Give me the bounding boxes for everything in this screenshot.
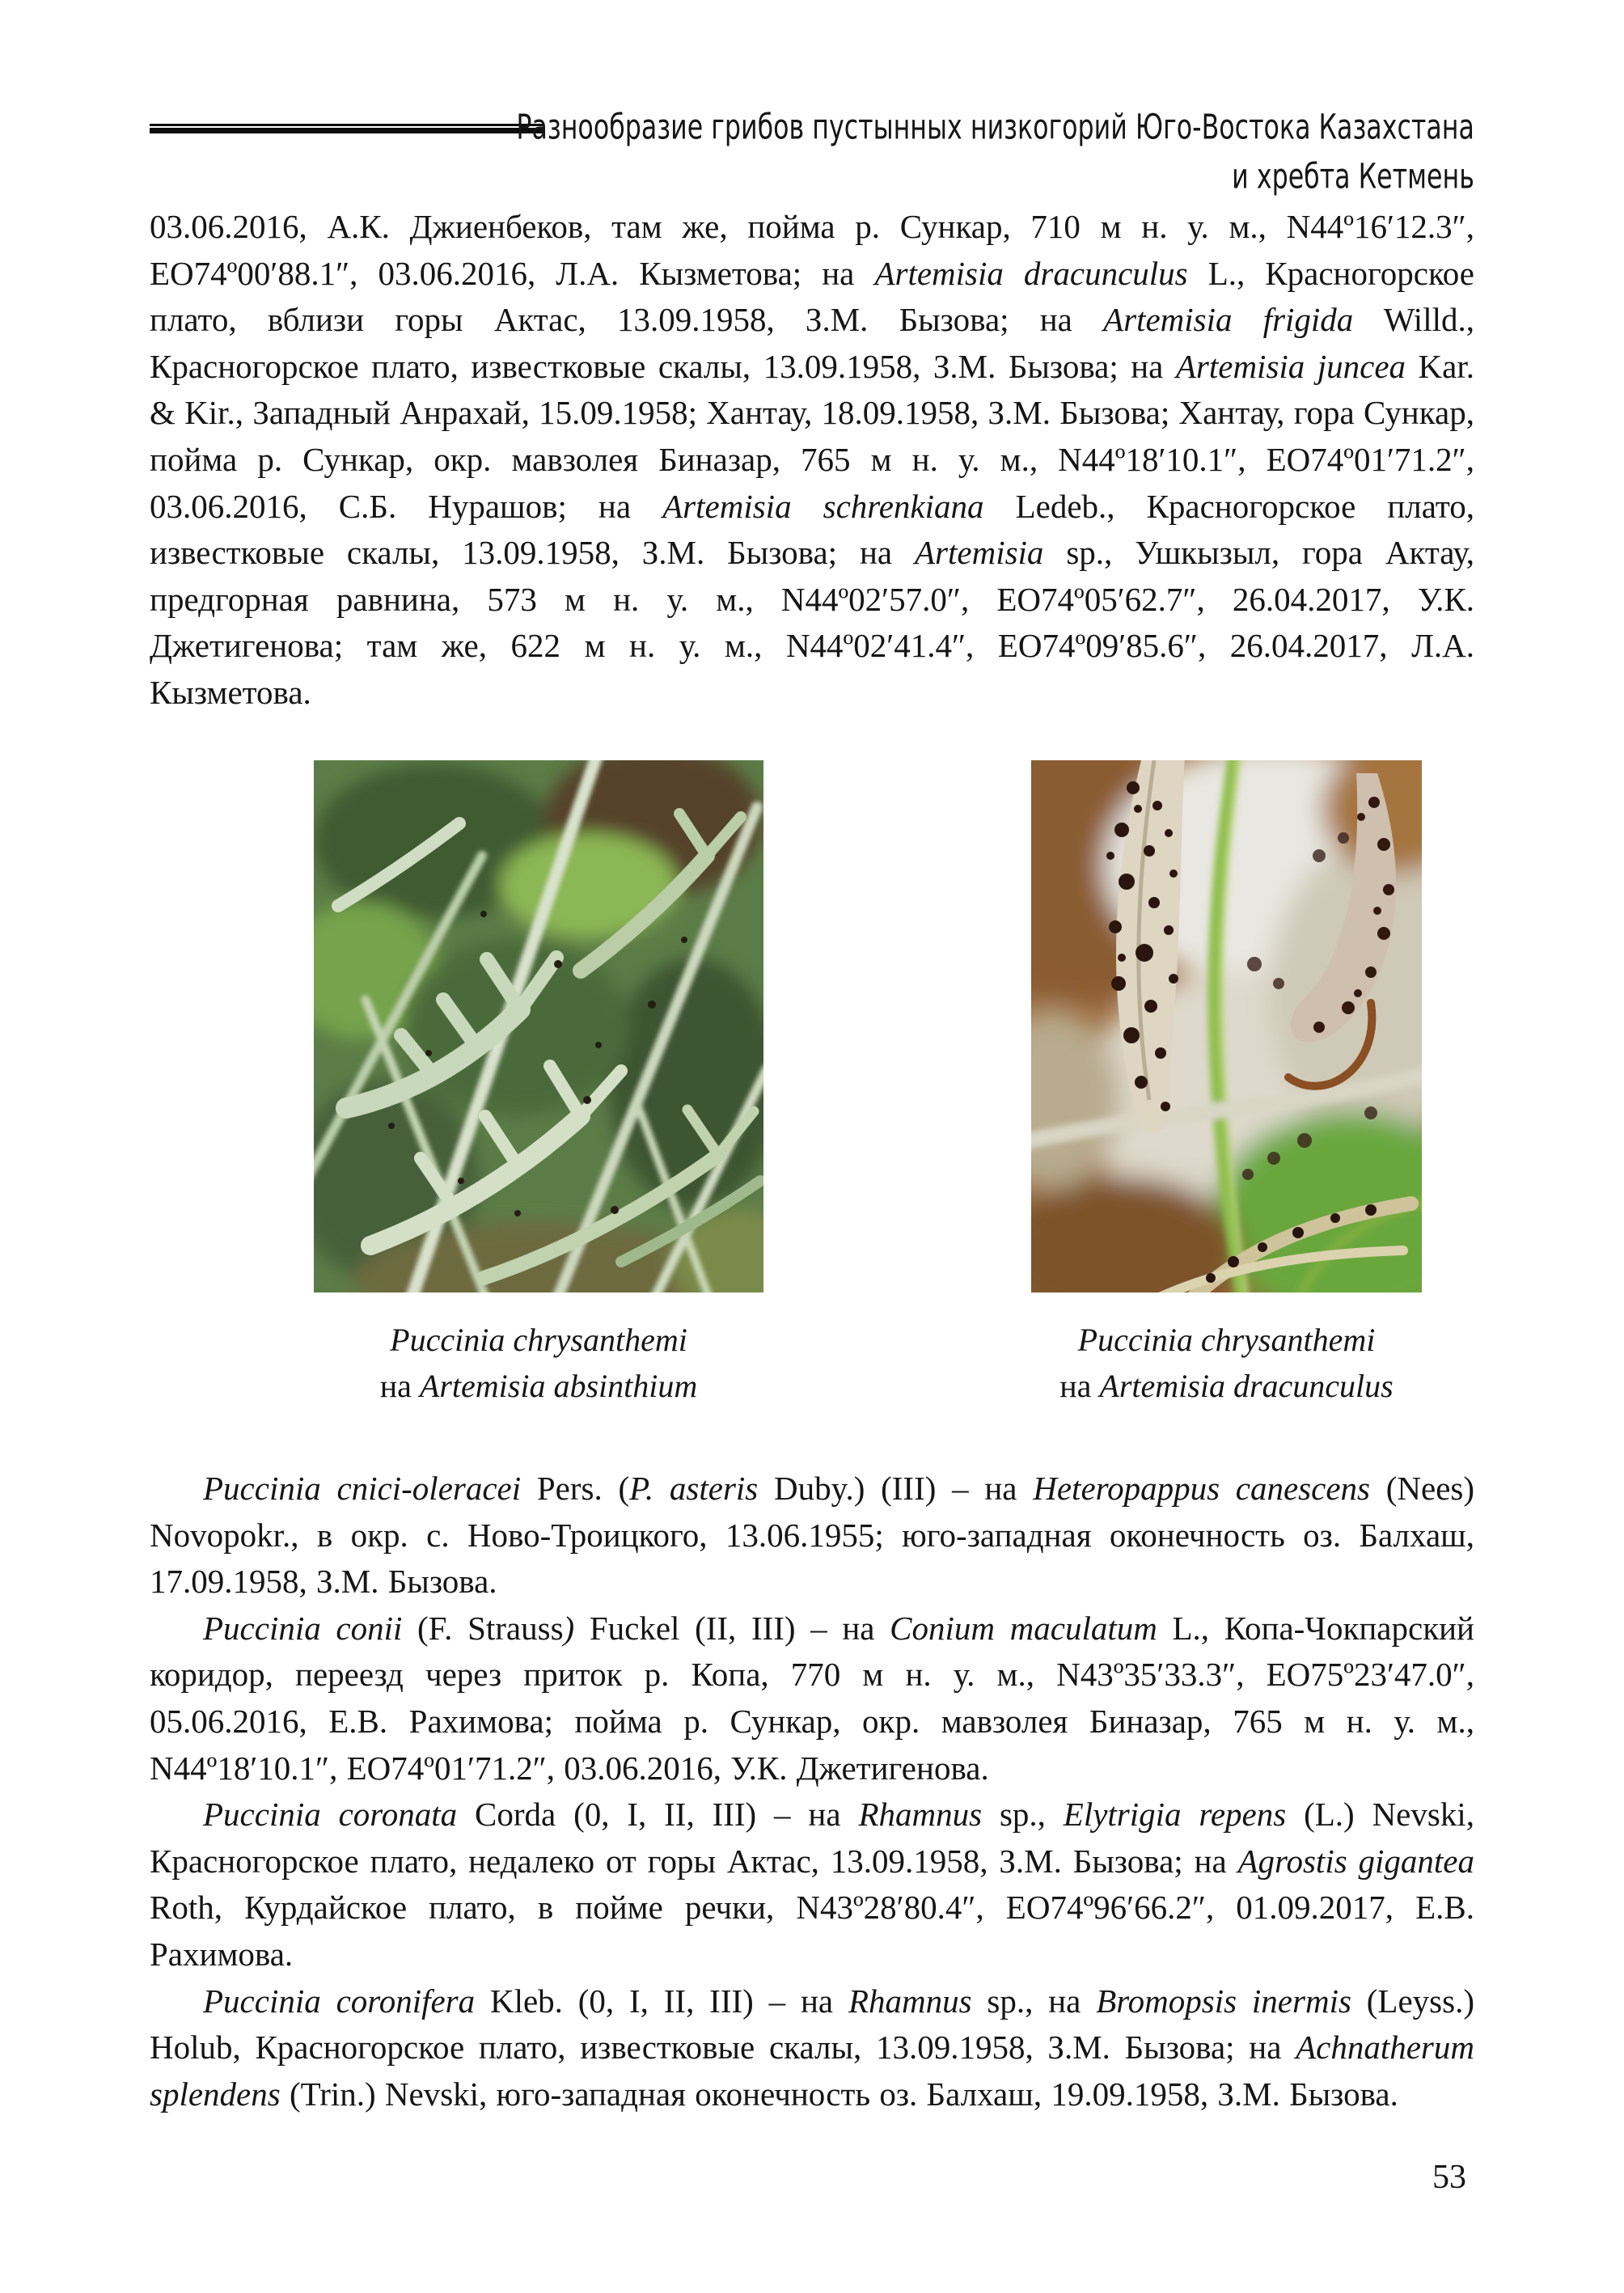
running-head-line2: и хребта Кетмень <box>1232 155 1474 197</box>
running-head <box>516 102 1474 201</box>
photo-artemisia-absinthium <box>314 760 763 1292</box>
paragraph-puccinia-coronata: Puccinia coronata Corda (0, I, II, III) – на Rhamnus sp., Elytrigia repens (L.) Nevski, Красногорское плато, недалеко от горы Актас, 13.09.1958, З.М. Бызова; на Agrostis gigantea Roth, Курдайское плато, в пойме речки, N43º28′80.4″, ЕО74º96′66.2″, 01.09.2017, Е.В. Рахимова. <box>150 1796 1475 1973</box>
page-number: 53 <box>1432 2159 1466 2196</box>
figure-left-caption <box>314 1317 763 1409</box>
figure-right-caption-line1: Puccinia chrysanthemi <box>1077 1322 1376 1358</box>
paragraph-puccinia-cnici-oleracei: Puccinia cnici-oleracei Pers. (P. asteris Duby.) (III) – на Heteropappus canescens (Nees) Novopokr., в окр. с. Ново-Троицкого, 13.06.1955; юго-западная оконечность оз. Балхаш, 17.09.1958, З.М. Бызова. <box>150 1470 1474 1601</box>
text-block-top <box>150 204 1474 717</box>
figure-left-caption-line2: на Artemisia absinthium <box>379 1368 698 1404</box>
figure-right-caption <box>1031 1317 1422 1409</box>
photo-artemisia-dracunculus <box>1031 760 1422 1292</box>
header-rule <box>150 124 543 133</box>
figure-right <box>1031 760 1422 1409</box>
text-block-bottom <box>150 1466 1474 2117</box>
running-head-line1: Разнообразие грибов пустынных низкогорий Юго-Востока Казахстана <box>516 106 1474 147</box>
figure-left <box>314 760 763 1409</box>
figure-right-caption-line2: на Artemisia dracunculus <box>1059 1368 1394 1404</box>
paragraph-collection-records: 03.06.2016, А.К. Джиенбеков, там же, пойма р. Сункар, 710 м н. у. м., N44º16′12.3″, ЕО74º00′88.1″, 03.06.2016, Л.А. Кызметова; на Artemisia dracunculus L., Красногорское плато, вблизи горы Актас, 13.09.1958, З.М. Бызова; на Artemisia frigida Willd., Красногорское плато, известковые скалы, 13.09.1958, З.М. Бызова; на Artemisia juncea Kar. & Kir., Западный Анрахай, 15.09.1958; Хантау, 18.09.1958, З.М. Бызова; Хантау, гора Сункар, пойма р. Сункар, окр. мавзолея Биназар, 765 м н. у. м., N44º18′10.1″, ЕО74º01′71.2″, 03.06.2016, С.Б. Нурашов; на Artemisia schrenkiana Ledeb., Красногорское плато, известковые скалы, 13.09.1958, З.М. Бызова; на Artemisia sp., Ушкызыл, гора Актау, предгорная равнина, 573 м н. у. м., N44º02′57.0″, ЕО74º05′62.7″, 26.04.2017, У.К. Джетигенова; там же, 622 м н. у. м., N44º02′41.4″, ЕО74º09′85.6″, 26.04.2017, Л.А. Кызметова. <box>150 208 1475 711</box>
figure-left-caption-line1: Puccinia chrysanthemi <box>390 1322 687 1358</box>
paragraph-puccinia-coronifera: Puccinia coronifera Kleb. (0, I, II, III) – на Rhamnus sp., на Bromopsis inermis (Leyss.) Holub, Красногорское плато, известковые скалы, 13.09.1958, З.М. Бызова; на Achnatherum splendens (Trin.) Nevski, юго-западная оконечность оз. Балхаш, 19.09.1958, З.М. Бызова. <box>150 1982 1474 2113</box>
paragraph-puccinia-conii: Puccinia conii (F. Strauss) Fuckel (II, III) – на Conium maculatum L., Копа-Чокпарский коридор, переезд через приток р. Копа, 770 м н. у. м., N43º35′33.3″, ЕО75º23′47.0″, 05.06.2016, Е.В. Рахимова; пойма р. Сункар, окр. мавзолея Биназар, 765 м н. у. м., N44º18′10.1″, ЕО74º01′71.2″, 03.06.2016, У.К. Джетигенова. <box>150 1609 1475 1787</box>
